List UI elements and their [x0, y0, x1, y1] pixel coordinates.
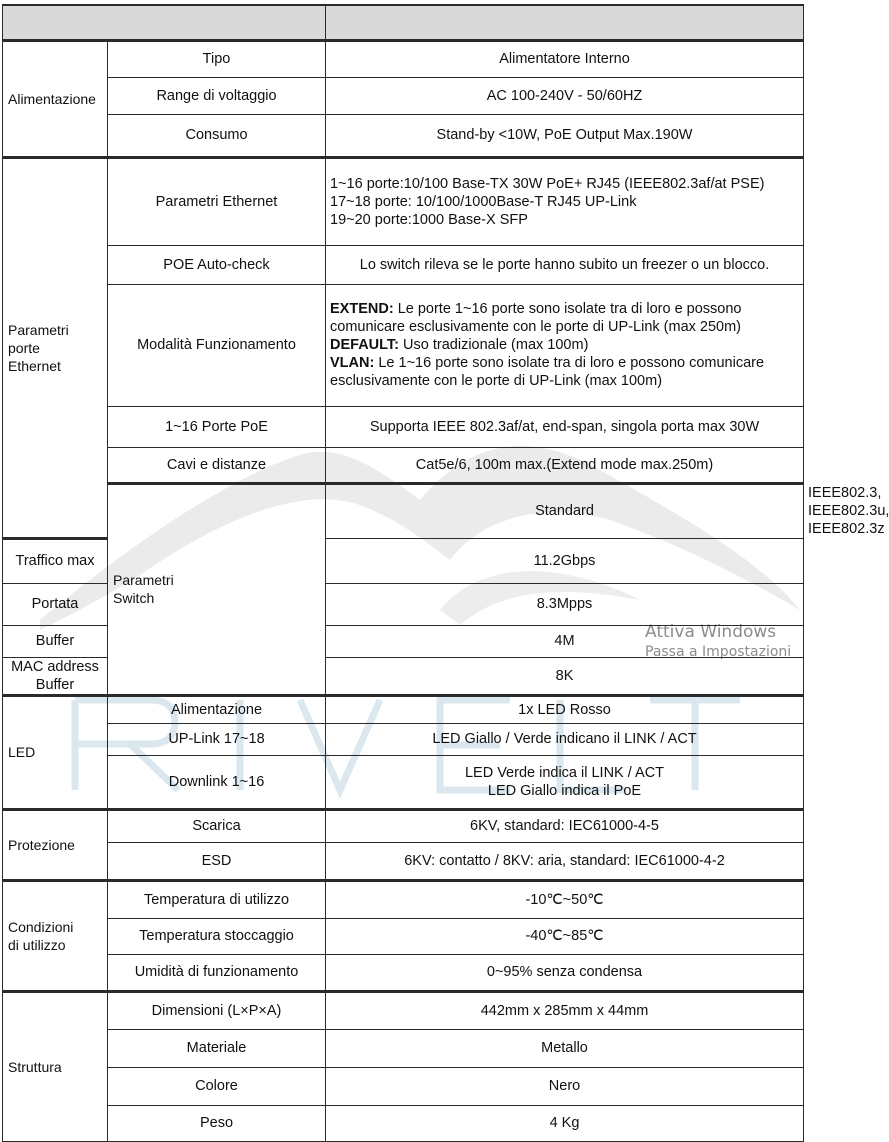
row-value: Supporta IEEE 802.3af/at, end-span, singola porta max 30W	[326, 406, 804, 447]
row-value: Alimentatore Interno	[326, 40, 804, 77]
table-row	[3, 1029, 804, 1067]
value-line: 1~16 porte:10/100 Base-TX 30W PoE+ RJ45 (IEEE802.3af/at PSE)	[330, 175, 765, 192]
row-value: 4 Kg	[326, 1105, 804, 1141]
row-value: Stand-by <10W, PoE Output Max.190W	[326, 114, 804, 157]
group-label-line: Ethernet	[8, 357, 61, 374]
group-label-switch	[108, 483, 326, 695]
row-label: Downlink 1~16	[108, 755, 326, 809]
table-row	[3, 447, 804, 483]
row-value-downlink	[326, 755, 804, 809]
row-label: UP-Link 17~18	[108, 723, 326, 755]
activation-title: Attiva Windows	[645, 622, 777, 642]
mode-extend-key: EXTEND:	[330, 301, 394, 317]
table-row	[3, 284, 804, 406]
row-label: POE Auto-check	[108, 245, 326, 284]
row-value: 8.3Mpps	[326, 583, 804, 625]
row-value: 1x LED Rosso	[326, 695, 804, 723]
value-line: 19~20 porte:1000 Base-X SFP	[330, 211, 528, 228]
table-row	[3, 114, 804, 157]
row-value: -40℃~85℃	[326, 918, 804, 954]
group-label-struttura: Struttura	[3, 991, 108, 1141]
row-label: Materiale	[108, 1029, 326, 1067]
table-row	[3, 245, 804, 284]
table-row	[3, 723, 804, 755]
row-value: 8K	[326, 657, 804, 695]
row-value: LED Giallo / Verde indicano il LINK / ACT	[326, 723, 804, 755]
row-value: Metallo	[326, 1029, 804, 1067]
row-label: Traffico max	[3, 538, 108, 583]
table-row	[3, 954, 804, 991]
group-label-line: porte	[8, 339, 40, 356]
row-value: Lo switch rileva se le porte hanno subito un freezer o un blocco.	[326, 245, 804, 284]
table-row	[3, 1105, 804, 1141]
row-value: 11.2Gbps	[326, 538, 804, 583]
group-label-line: Parametri	[113, 572, 174, 588]
row-label: Range di voltaggio	[108, 77, 326, 114]
row-label: Standard	[326, 483, 804, 538]
row-value: 6KV, standard: IEC61000-4-5	[326, 809, 804, 842]
row-label: Alimentazione	[108, 695, 326, 723]
group-label-line: Switch	[113, 590, 155, 606]
mode-extend-text: Le porte 1~16 porte sono isolate tra di loro e possono comunicare esclusivamente con le porte di UP-Link (max 250m)	[330, 301, 742, 335]
header-cell-right	[326, 5, 804, 40]
group-label-alimentazione: Alimentazione	[3, 40, 108, 157]
row-label: Portata	[3, 583, 108, 625]
row-value: -10℃~50℃	[326, 880, 804, 918]
table-row	[3, 755, 804, 809]
row-value: AC 100-240V - 50/60HZ	[326, 77, 804, 114]
value-line: LED Giallo indica il PoE	[487, 782, 642, 799]
table-row	[3, 157, 804, 245]
group-label-protezione: Protezione	[3, 809, 108, 880]
row-value: 6KV: contatto / 8KV: aria, standard: IEC61000-4-2	[326, 842, 804, 880]
table-row	[3, 991, 804, 1029]
value-line: 17~18 porte: 10/100/1000Base-T RJ45 UP-Link	[330, 193, 637, 210]
table-row: Parametri Switch Standard IEEE802.3, IEEE802.3u, IEEE802.3z	[3, 483, 804, 538]
group-label-line: Condizioni	[8, 918, 74, 935]
row-label: Cavi e distanze	[108, 447, 326, 483]
row-label: MAC address Buffer	[3, 657, 108, 695]
table-row	[3, 406, 804, 447]
header-cell-left	[3, 5, 326, 40]
group-label-line: Parametri	[8, 321, 69, 338]
row-value-ethernet-params	[326, 157, 804, 245]
table-row	[3, 695, 804, 723]
row-value: Cat5e/6, 100m max.(Extend mode max.250m)	[326, 447, 804, 483]
group-label-condizioni	[3, 880, 108, 991]
row-value-modes	[326, 284, 804, 406]
table-header-row	[3, 5, 804, 40]
table-row	[3, 1067, 804, 1105]
group-label-led: LED	[3, 695, 108, 809]
row-label: Tipo	[108, 40, 326, 77]
group-label-ethernet	[3, 157, 108, 538]
group-label-line: di utilizzo	[8, 936, 66, 953]
table-row	[3, 880, 804, 918]
row-label: Buffer	[3, 625, 108, 657]
table-row	[3, 918, 804, 954]
row-value: 0~95% senza condensa	[326, 954, 804, 991]
row-label: Modalità Funzionamento	[108, 284, 326, 406]
row-value: 4M	[326, 625, 804, 657]
row-label: Temperatura di utilizzo	[108, 880, 326, 918]
row-label: Parametri Ethernet	[108, 157, 326, 245]
specifications-table	[2, 4, 889, 1142]
table-row	[3, 40, 804, 77]
row-label: Umidità di funzionamento	[108, 954, 326, 991]
row-label: 1~16 Porte PoE	[108, 406, 326, 447]
row-label: Temperatura stoccaggio	[108, 918, 326, 954]
row-label: Peso	[108, 1105, 326, 1141]
table-row	[3, 842, 804, 880]
mode-vlan-text: Le 1~16 porte sono isolate tra di loro e possono comunicare esclusivamente con le porte di UP-Link (max 100m)	[330, 355, 765, 389]
activation-subtitle: Passa a Impostazioni	[645, 644, 792, 661]
row-label: Colore	[108, 1067, 326, 1105]
row-label: ESD	[108, 842, 326, 880]
row-value: Nero	[326, 1067, 804, 1105]
row-label: Dimensioni (L×P×A)	[108, 991, 326, 1029]
mode-vlan-key: VLAN:	[330, 355, 375, 371]
table-row	[3, 77, 804, 114]
row-value: 442mm x 285mm x 44mm	[326, 991, 804, 1029]
row-label: Scarica	[108, 809, 326, 842]
mode-default-text: Uso tradizionale (max 100m)	[403, 337, 589, 353]
table-row	[3, 809, 804, 842]
row-label: Consumo	[108, 114, 326, 157]
value-line: LED Verde indica il LINK / ACT	[464, 764, 665, 781]
mode-default-key: DEFAULT:	[330, 337, 400, 353]
